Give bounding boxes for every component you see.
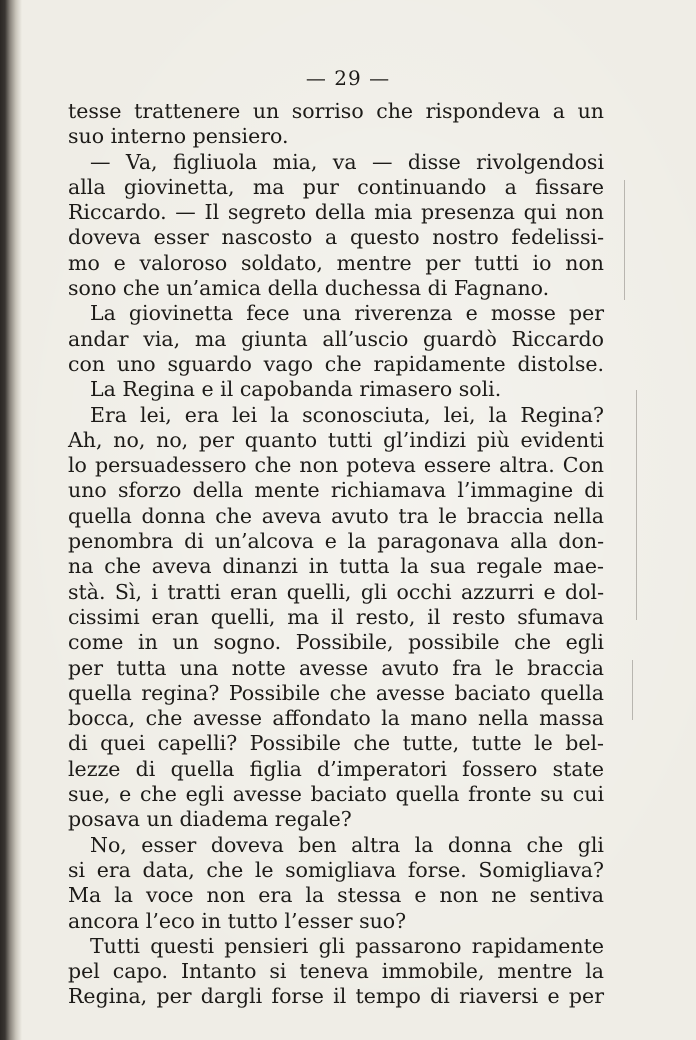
text-line: andar via, ma giunta all’uscio guardò Riccardo <box>68 326 604 351</box>
text-line: bocca, che avesse affondato la mano nella massa <box>68 706 604 731</box>
text-line: pel capo. Intanto si teneva immobile, mentre la <box>68 959 604 984</box>
text-line: posava un diadema regale? <box>68 807 352 832</box>
text-line: per tutta una notte avesse avuto fra le braccia <box>68 655 604 680</box>
text-line: Ah, no, no, per quanto tutti gl’indizi più evidenti <box>68 427 604 452</box>
text-line: penombra di un’alcova e la paragonava alla don- <box>68 529 604 554</box>
margin-mark <box>624 180 625 300</box>
text-line: lo persuadessero che non poteva essere altra. Con <box>68 453 604 478</box>
text-line: No, esser doveva ben altra la donna che gli <box>90 832 604 857</box>
text-line: quella regina? Possibile che avesse baciato quella <box>68 680 604 705</box>
text-line: La giovinetta fece una riverenza e mosse per <box>90 301 604 326</box>
text-line: Tutti questi pensieri gli passarono rapidamente <box>90 933 604 958</box>
text-line: Regina, per dargli forse il tempo di riaversi e per <box>68 984 604 1009</box>
text-line: doveva esser nascosto a questo nostro fedelissi- <box>68 225 604 250</box>
body-text <box>68 99 604 1010</box>
margin-mark <box>632 660 633 720</box>
text-line: na che aveva dinanzi in tutta la sua regale mae- <box>68 554 604 579</box>
text-line: La Regina e il capobanda rimasero soli. <box>90 377 502 402</box>
text-line: di quei capelli? Possibile che tutte, tutte le bel- <box>68 731 604 756</box>
margin-mark <box>636 390 637 620</box>
text-line: Ma la voce non era la stessa e non ne sentiva <box>68 883 604 908</box>
text-line: quella donna che aveva avuto tra le braccia nella <box>68 503 604 528</box>
text-line: si era data, che le somigliava forse. Somigliava? <box>68 857 604 882</box>
text-line: ancora l’eco in tutto l’esser suo? <box>68 908 407 933</box>
book-spine-shadow <box>0 0 22 1040</box>
page-number: — 29 — <box>305 66 391 90</box>
text-line: — Va, figliuola mia, va — disse rivolgendosi <box>90 149 604 174</box>
text-line: uno sforzo della mente richiamava l’immagine di <box>68 478 604 503</box>
text-line: cissimi eran quelli, ma il resto, il resto sfumava <box>68 604 604 629</box>
text-line: alla giovinetta, ma pur continuando a fissare <box>68 174 604 199</box>
text-line: Riccardo. — Il segreto della mia presenza qui non <box>68 200 604 225</box>
text-line: mo e valoroso soldato, mentre per tutti io non <box>68 250 604 275</box>
text-line: suo interno pensiero. <box>68 124 289 149</box>
text-line: lezze di quella figlia d’imperatori fossero state <box>68 756 604 781</box>
text-line: sono che un’amica della duchessa di Fagnano. <box>68 276 550 301</box>
text-line: come in un sogno. Possibile, possibile che egli <box>68 630 604 655</box>
text-line: sue, e che egli avesse baciato quella fronte su cui <box>68 782 604 807</box>
text-line: stà. Sì, i tratti eran quelli, gli occhi azzurri e dol- <box>68 579 604 604</box>
text-line: Era lei, era lei la sconosciuta, lei, la Regina? <box>90 402 604 427</box>
text-line: tesse trattenere un sorriso che rispondeva a un <box>68 99 604 123</box>
text-line: con uno sguardo vago che rapidamente distolse. <box>68 351 604 376</box>
